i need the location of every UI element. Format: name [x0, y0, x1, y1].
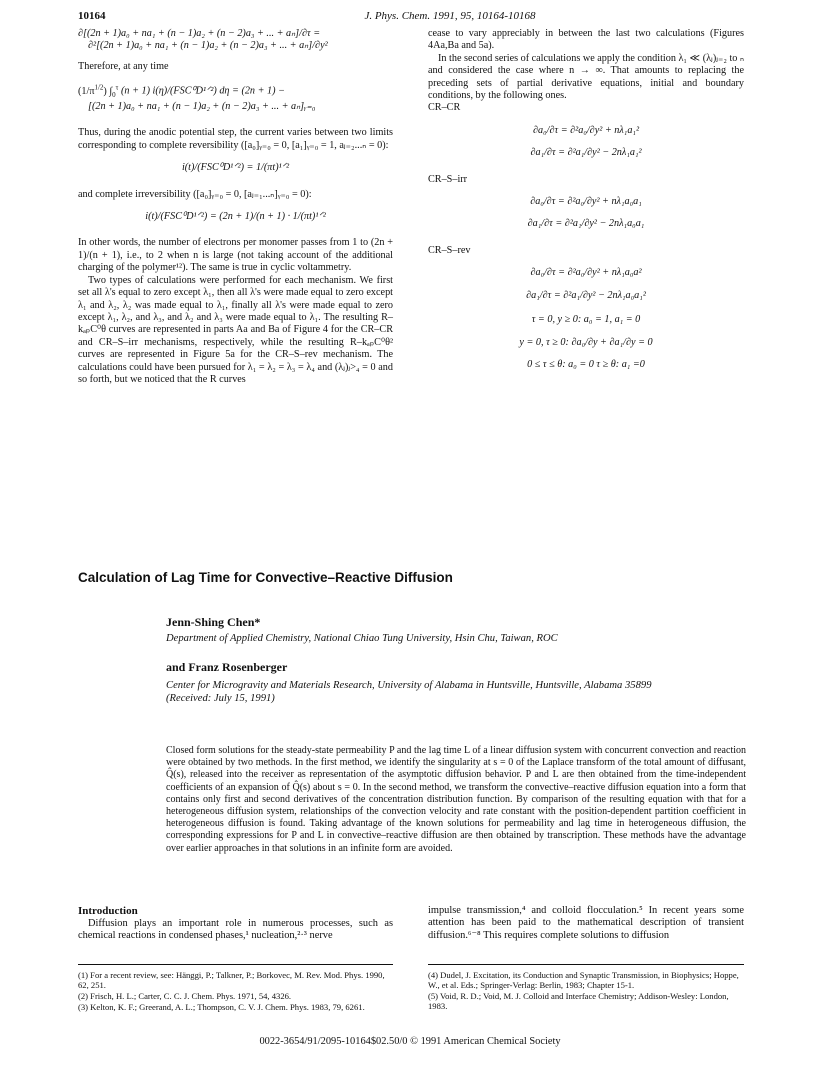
footnotes-left: [78, 970, 393, 1013]
author-2: and Franz Rosenberger: [166, 660, 288, 674]
article-title: Calculation of Lag Time for Convective–Reactive Diffusion: [78, 570, 453, 585]
crcr-equation-2: ∂a₁/∂τ = ∂²a₁/∂y² − 2nλ₁a₁²: [530, 147, 642, 159]
label-cr-s-irr: CR–S–irr: [428, 173, 468, 185]
equation-top-line-2: ∂²[(2n + 1)a₀ + na₁ + (n − 1)a₂ + (n − 2)a₃ + ... + aₙ]/∂y²: [88, 40, 328, 52]
footnote-rule-left: [78, 964, 393, 965]
boundary-condition-3: 0 ≤ τ ≤ θ: a₀ = 0 τ ≥ θ: a₁ =0: [527, 358, 645, 370]
affiliation-1: Department of Applied Chemistry, National Chiao Tung University, Hsin Chu, Taiwan, ROC: [166, 633, 558, 644]
text-therefore: Therefore, at any time: [78, 60, 169, 72]
footnote-rule-right: [428, 964, 744, 965]
paragraph-second-series: In the second series of calculations we apply the condition λ₁ ≪ (λⱼ)ⱼ₌₂ to ₙ and considered the case where n → ∞. That amounts to replacing the preceding sets of partial derivative equations, initial and boundary conditions, by the following ones.: [428, 52, 745, 102]
paragraph-irreversible: and complete irreversibility ([a₀]ᵧ₌₀ = 0, [aⱼ₌₁...ₙ]ᵧ₌₀ = 0):: [78, 188, 312, 200]
boundary-condition-1: τ = 0, y ≥ 0: a₀ = 1, a₁ = 0: [531, 314, 641, 326]
equation-irreversible: i(t)/(FSC⁰D¹ᐟ²) = (2n + 1)/(n + 1) · 1/(πt)¹ᐟ²: [145, 211, 326, 223]
paragraph-cease: cease to vary appreciably in between the last two calculations (Figures 4Aa,Ba and 5a).: [428, 28, 744, 52]
journal-reference: J. Phys. Chem. 1991, 95, 10164-10168: [364, 10, 536, 22]
footnote-2: (2) Frisch, H. L.; Carter, C. C. J. Chem. Phys. 1971, 54, 4326.: [78, 991, 292, 1001]
footnote-1: (1) For a recent review, see: Hänggi, P.; Talkner, P.; Borkovec, M. Rev. Mod. Phys. 1990, 62, 251.: [78, 970, 385, 990]
equation-integral-text: (n + 1) i(η)/(FSC⁰D¹ᐟ²) dη = (2n + 1) −: [121, 85, 285, 97]
author-1: Jenn-Shing Chen*: [166, 615, 261, 629]
right-column: [428, 28, 744, 381]
equation-top-line-1: ∂[(2n + 1)a₀ + na₁ + (n − 1)a₂ + (n − 2)a₃ + ... + aₙ]/∂τ =: [78, 28, 321, 39]
affiliation-2: Center for Microgravity and Materials Research, University of Alabama in Huntsville, Huntsville, Alabama 35899 (Received: July 15, 1991): [166, 680, 652, 704]
crcr-equation-1: ∂a₀/∂τ = ∂²a₀/∂y² + nλ₁a₁²: [532, 124, 640, 136]
equation-integral: $(1/\pi^{1/2})$ $\int_0^\tau$ (n + 1) i(η)/(FSC⁰D¹ᐟ²) dη = (2n + 1) −: [78, 83, 285, 99]
label-cr-s-rev: CR–S–rev: [428, 244, 471, 256]
boundary-condition-2: y = 0, τ ≥ 0: ∂a₀/∂y + ∂a₁/∂y = 0: [519, 336, 653, 348]
irr-equation-1: ∂a₀/∂τ = ∂²a₀/∂y² + nλ₁a₀a₁: [530, 196, 642, 208]
footnotes-right: [428, 970, 744, 1012]
irr-equation-2: ∂a₁/∂τ = ∂²a₁/∂y² − 2nλ₁a₀a₁: [527, 218, 645, 230]
paragraph-two-types: Two types of calculations were performed for each mechanism. We first set all λ's equal to zero except λ₁, then all λ's were made equal to zero except λ₁ and λ₂, λ₂ was made equal to λ₁, finally all λ's were made equal to zero except λ₁, λ₂, and λ₃, and λ₂ and λ₃ were made equal to λ₁. The resulting R–kₐₚC⁰θ curves are represented in parts Aa and Ba of Figure 4 for the CR–CR and CR–S–irr mechanisms, respectively, while the resulting R–kₐₚC⁰θ² curves are represented in Figure 5a for the CR–S–rev mechanism. The calculations could have been pursued for λ₁ = λ₂ = λ₃ = λ₄ and (λⱼ)ⱼ>₄ = 0 and so forth, but we noticed that the R curves: [78, 274, 393, 385]
equation-reversible: i(t)/(FSC⁰D¹ᐟ²) = 1/(πt)¹ᐟ²: [181, 162, 290, 174]
rev-equation-1: ∂a₀/∂τ = ∂²a₀/∂y² + nλ₁a₀a²: [530, 267, 642, 279]
equation-integral-line-2: [(2n + 1)a₀ + na₁ + (n − 1)a₂ + (n − 2)a₃ + ... + aₙ]ᵧ₌₀: [88, 101, 316, 113]
left-column: [78, 28, 393, 386]
paragraph-thus: Thus, during the anodic potential step, the current varies between two limits corresponding to complete reversibility ([a₀]ᵧ₌₀ = 0, [a₁]ᵧ₌₀ = 1, aⱼ₌₂...ₙ = 0):: [78, 127, 393, 151]
copyright-footer: 0022-3654/91/2095-10164$02.50/0 © 1991 American Chemical Society: [259, 1036, 561, 1047]
page-number: 10164: [78, 10, 106, 22]
introduction-text-right: impulse transmission,⁴ and colloid flocculation.⁵ In recent years some attention has been paid to the mathematical description of transient diffusion.⁶⁻⁸ This requires complete solutions to diffusion: [428, 905, 744, 941]
abstract: Closed form solutions for the steady-state permeability P and the lag time L of a linear diffusion system with concurrent convection and reaction were obtained by two methods. In the first method, we identify the singularity at s = 0 of the Laplace transform of the total amount of diffusant, Q̂(s), released into the receiver as representation of the asymptotic diffusion behavior. P and L are then obtained from the time-independent coefficients of an expansion of Q̂(s) about s = 0. In the second method, we transform the convective–reactive diffusion equation into a form that contains only first and second derivatives of the concentration distribution function. By comparison of the resulting equation with that for a heterogeneous diffusion system, relationships of the convection velocity and rate constant with the position-dependent partition coefficient in heterogeneous diffusion is found. Taking advantage of the known solutions for permeability and lag time in heterogeneous diffusion, the corresponding expressions for P and L in convective–reactive diffusion are then obtained by transcription. These methods have the advantage over earlier approaches in that solutions in an infinite form are avoided.: [166, 745, 746, 854]
footnote-4: (4) Dudel, J. Excitation, its Conduction and Synaptic Transmission, in Biophysics; Hoppe, W., et al. Eds.; Springer-Verlag: Berlin, 1983; Chapter 15-1.: [428, 970, 739, 990]
paragraph-other-words: In other words, the number of electrons per monomer passes from 1 to (2n + 1)/(n + 1), i.e., to 2 when n is large (not taking account of the additional charging of the polymer¹²). The same is true in cyclic voltammetry.: [78, 237, 393, 274]
rev-equation-2: ∂a₁/∂τ = ∂²a₁/∂y² − 2nλ₁a₀a₁²: [526, 289, 646, 301]
footnote-5: (5) Void, R. D.; Void, M. J. Colloid and Interface Chemistry; Addison-Wesley: London, 1983.: [428, 991, 729, 1011]
footnote-3: (3) Kelton, K. F.; Greerand, A. L.; Thompson, C. V. J. Chem. Phys. 1983, 79, 6261.: [78, 1002, 365, 1012]
introduction-heading: Introduction: [78, 905, 138, 917]
label-cr-cr: CR–CR: [428, 102, 461, 114]
introduction-text-left: Diffusion plays an important role in numerous processes, such as chemical reactions in condensed phases,¹ nucleation,²·³ nerve: [78, 918, 393, 942]
